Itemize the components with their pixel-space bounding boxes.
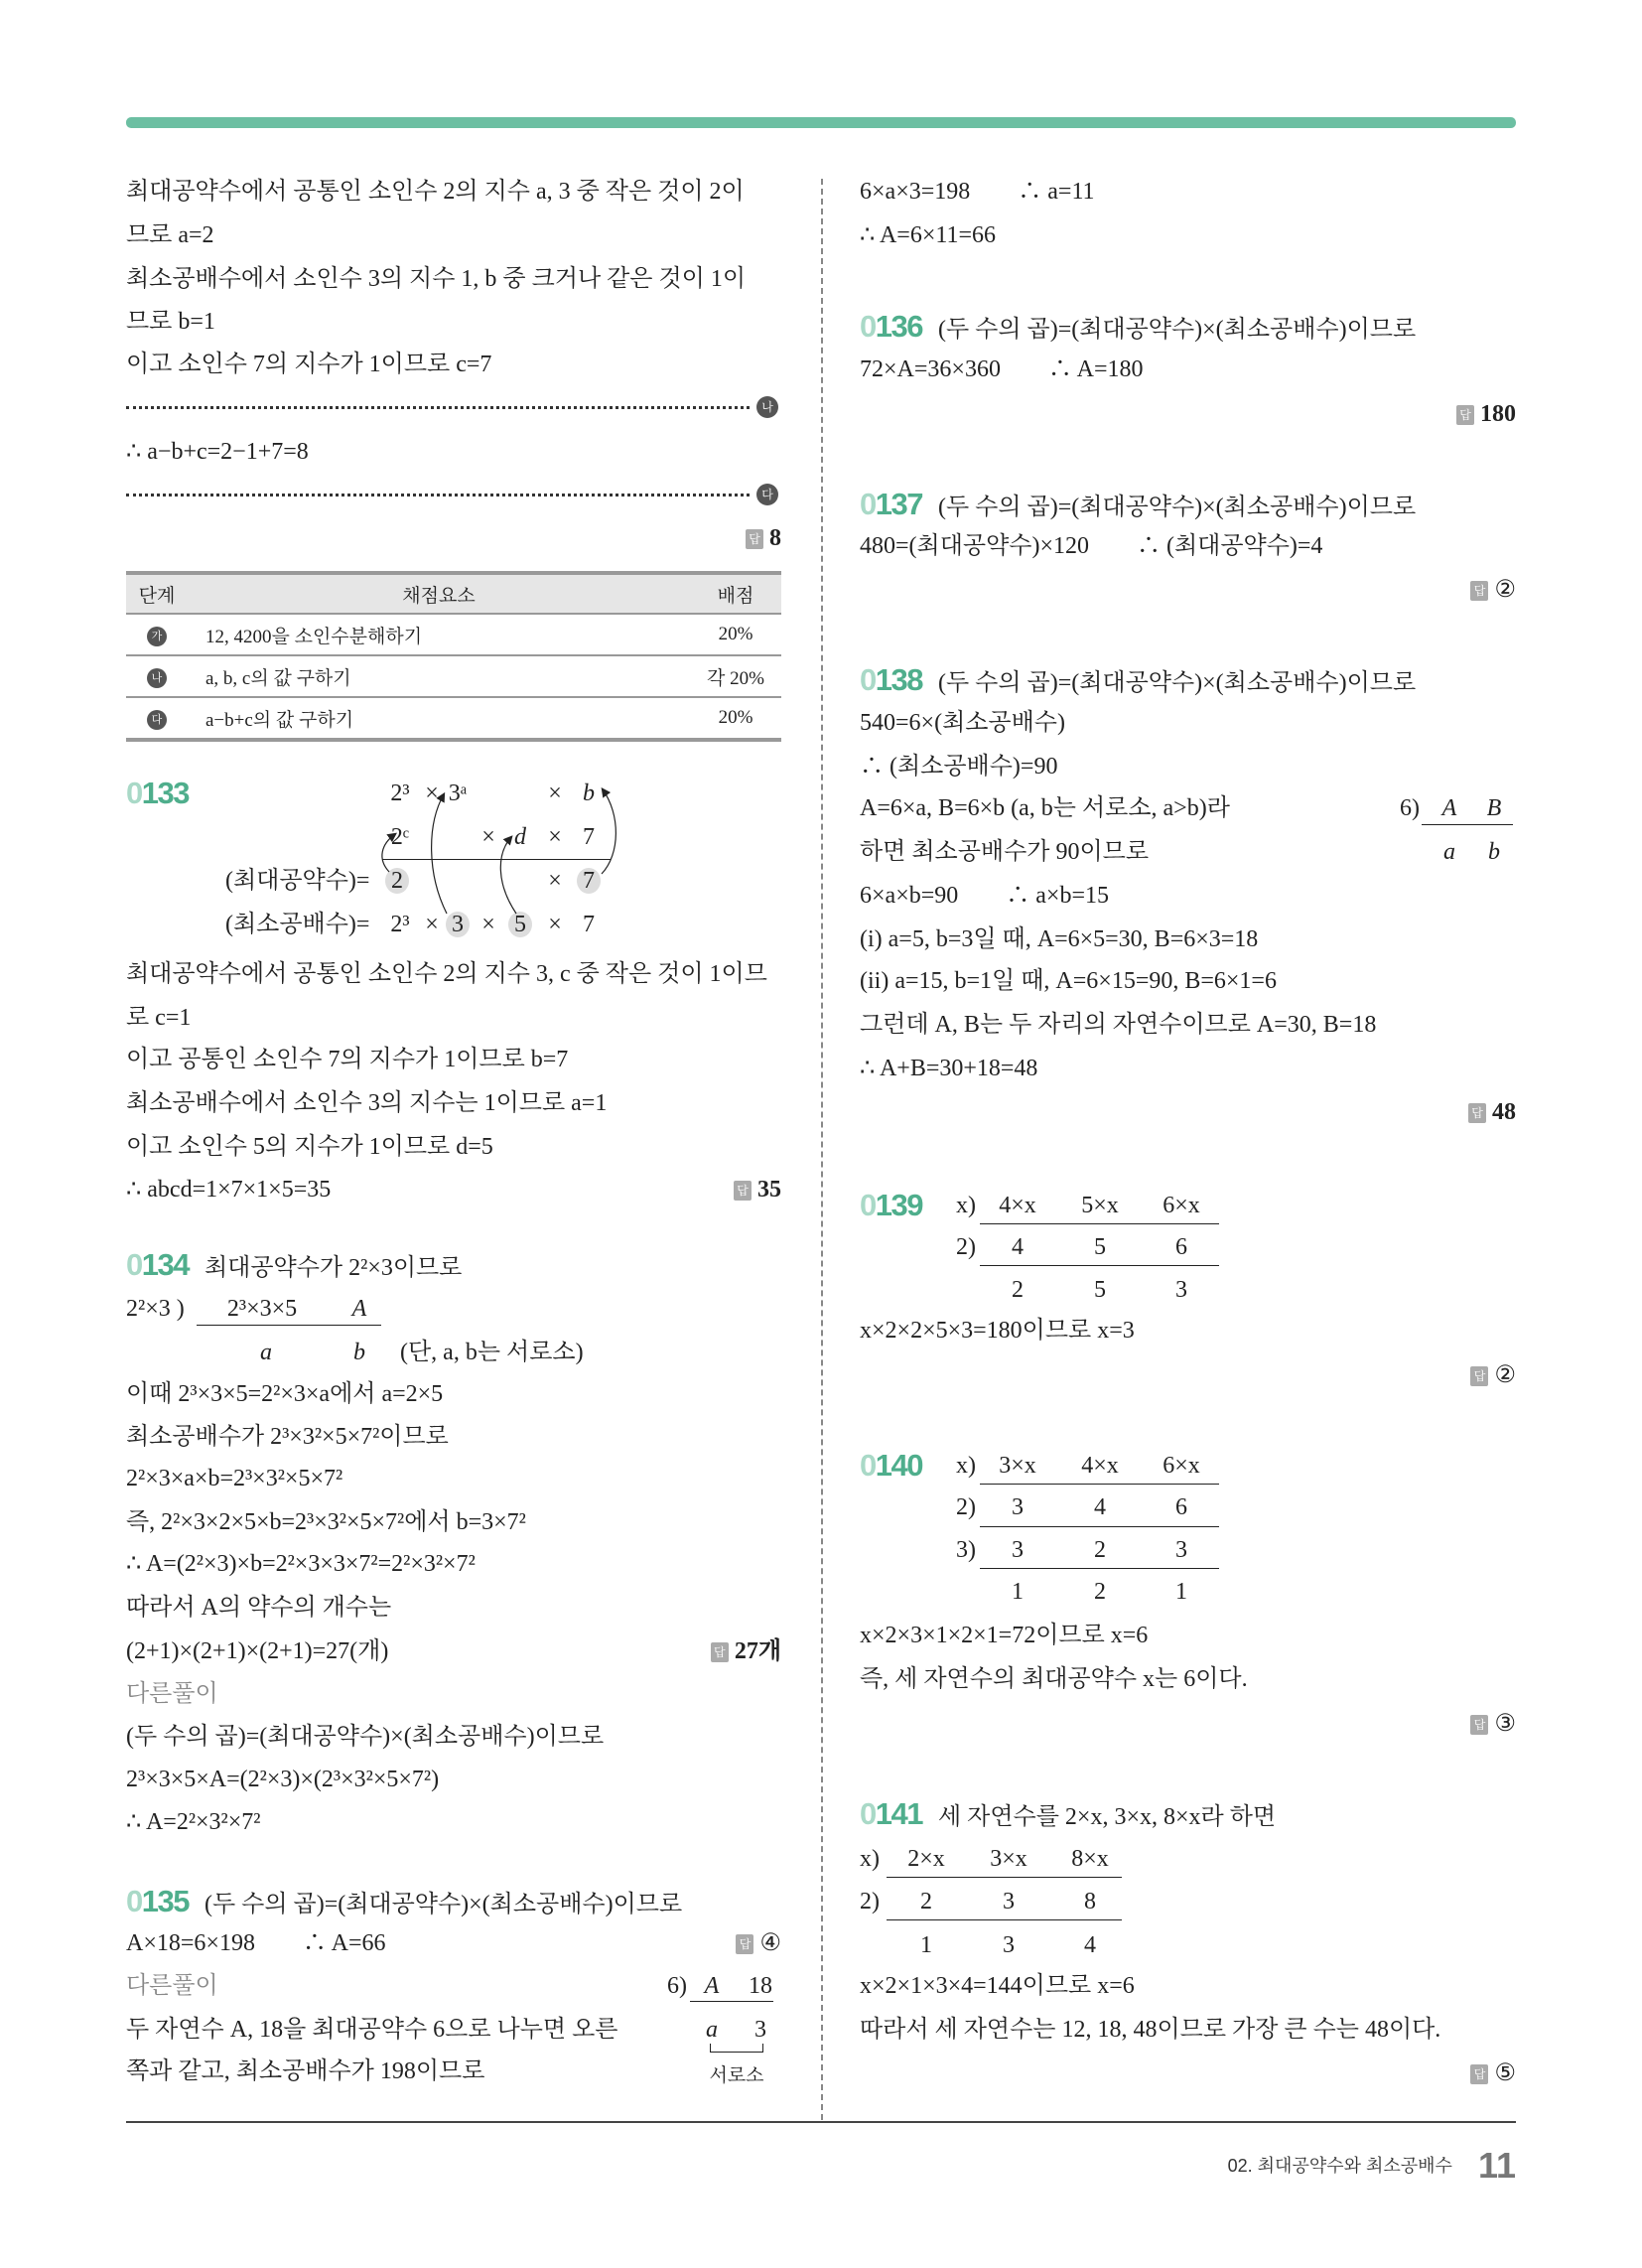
text-line: 6×a×3=198 ∴ a=11 bbox=[860, 179, 1095, 205]
text-line: 이때 2³×3×5=2²×3×a에서 a=2×5 bbox=[126, 1381, 444, 1407]
text-line: ∴ A=2²×3²×7² bbox=[126, 1809, 261, 1835]
text-line: x×2×1×3×4=144이므로 x=6 bbox=[860, 1973, 1135, 1999]
ladder-value: 5×x bbox=[1081, 1193, 1119, 1218]
step-marker: 나 bbox=[147, 668, 167, 688]
alt-solution-label: 다른풀이 bbox=[126, 1680, 218, 1707]
ladder-value: 4 bbox=[1012, 1234, 1024, 1260]
times: × bbox=[548, 780, 562, 806]
answer-icon: 답 bbox=[746, 529, 763, 549]
ladder-rule bbox=[197, 1325, 381, 1326]
factor: 3ᵃ bbox=[448, 780, 468, 806]
factor: 7 bbox=[583, 912, 595, 937]
times: × bbox=[548, 868, 562, 894]
ladder-note: (단, a, b는 서로소) bbox=[400, 1340, 584, 1365]
ladder-divisor: 2) bbox=[860, 1889, 880, 1914]
answer-icon: 답 bbox=[1470, 1366, 1488, 1386]
text-line: A=6×a, B=6×b (a, b는 서로소, a>b)라 bbox=[860, 795, 1230, 821]
header-score: 배점 bbox=[690, 573, 781, 614]
text-line: ∴ A=(2²×3)×b=2²×3×3×7²=2²×3²×7² bbox=[126, 1551, 476, 1577]
ladder-value: 2 bbox=[1094, 1537, 1106, 1563]
ladder-divisor: x) bbox=[860, 1846, 880, 1872]
text-line: 그런데 A, B는 두 자리의 자연수이므로 A=30, B=18 bbox=[860, 1012, 1377, 1038]
problem-number: 0133 bbox=[126, 776, 189, 810]
ladder-value: 4×x bbox=[999, 1193, 1036, 1218]
text-line: 540=6×(최소공배수) bbox=[860, 710, 1065, 736]
answer bbox=[736, 1921, 781, 1965]
coprime-bracket bbox=[710, 2044, 763, 2053]
answer-value: ③ bbox=[1494, 1711, 1516, 1737]
text-line: 이고 소인수 5의 지수가 1이므로 d=5 bbox=[126, 1134, 493, 1160]
ladder-value: 5 bbox=[1094, 1234, 1106, 1260]
answer-value: 27개 bbox=[734, 1638, 781, 1664]
page-footer bbox=[1228, 2145, 1516, 2187]
ladder-value: 6×x bbox=[1163, 1453, 1200, 1479]
text-line: (2+1)×(2+1)×(2+1)=27(개) bbox=[126, 1638, 389, 1664]
answer-icon: 답 bbox=[711, 1642, 729, 1662]
grade-item: 12, 4200을 소인수분해하기 bbox=[188, 614, 690, 655]
ladder-divisor: x) bbox=[956, 1453, 976, 1479]
ladder-value: 2 bbox=[1012, 1277, 1024, 1303]
answer-value: ⑤ bbox=[1494, 2060, 1516, 2086]
ladder-divisor: 6) bbox=[667, 1973, 687, 1999]
text-line: 480=(최대공약수)×120 ∴ (최대공약수)=4 bbox=[860, 533, 1323, 559]
problem-intro: 최대공약수가 2²×3이므로 bbox=[204, 1255, 463, 1281]
text-line: A×18=6×198 ∴ A=66 bbox=[126, 1930, 386, 1956]
problem-number: 0140 bbox=[860, 1448, 922, 1483]
ladder-value: 1 bbox=[920, 1932, 932, 1958]
text-line: 두 자연수 A, 18을 최대공약수 6으로 나누면 오른 bbox=[126, 2017, 618, 2043]
answer-icon: 답 bbox=[736, 1934, 753, 1954]
alt-solution-label: 다른풀이 bbox=[126, 1972, 218, 1999]
ladder-rule bbox=[980, 1526, 1219, 1527]
chapter-title: 02. 최대공약수와 최소공배수 bbox=[1227, 2156, 1452, 2176]
highlight: 3 bbox=[446, 912, 470, 937]
text-line: 로 c=1 bbox=[126, 1005, 192, 1031]
answer bbox=[1470, 1353, 1516, 1397]
answer-value: ② bbox=[1494, 1362, 1516, 1388]
factor: 2³ bbox=[390, 780, 410, 806]
factor: d bbox=[514, 824, 526, 850]
text-line: ∴ A+B=30+18=48 bbox=[860, 1056, 1038, 1081]
times: × bbox=[481, 912, 495, 937]
ladder-rule bbox=[887, 1919, 1122, 1920]
text-line: ∴ (최소공배수)=90 bbox=[860, 754, 1058, 780]
text-line: 72×A=36×360 ∴ A=180 bbox=[860, 356, 1144, 382]
ladder-value: 3 bbox=[1003, 1889, 1015, 1914]
answer bbox=[1470, 1702, 1516, 1746]
answer-value: 48 bbox=[1492, 1099, 1516, 1125]
problem-intro: (두 수의 곱)=(최대공약수)×(최소공배수)이므로 bbox=[204, 1892, 683, 1917]
ladder-rule bbox=[980, 1568, 1219, 1569]
step-marker-na: 나 bbox=[756, 396, 778, 418]
text-line: 최대공약수에서 공통인 소인수 2의 지수 a, 3 중 작은 것이 2이 bbox=[126, 179, 745, 205]
factor: 7 bbox=[583, 824, 595, 850]
text-line: 2²×3×a×b=2³×3²×5×7² bbox=[126, 1466, 343, 1491]
ladder-value: 6 bbox=[1175, 1494, 1187, 1520]
text-line: 최소공배수에서 소인수 3의 지수는 1이므로 a=1 bbox=[126, 1090, 608, 1116]
text-line: 하면 최소공배수가 90이므로 bbox=[860, 839, 1150, 865]
ladder-value: 18 bbox=[749, 1973, 772, 1999]
answer-icon: 답 bbox=[1456, 405, 1474, 425]
ladder-value: 1 bbox=[1012, 1579, 1024, 1605]
ladder-value: 4 bbox=[1084, 1932, 1096, 1958]
ladder-value: A bbox=[1441, 795, 1457, 821]
highlight: 2 bbox=[385, 868, 409, 894]
answer-value: 35 bbox=[757, 1177, 781, 1203]
text-line: 6×a×b=90 ∴ a×b=15 bbox=[860, 883, 1109, 909]
text-line: 따라서 세 자연수는 12, 18, 48이므로 가장 큰 수는 48이다. bbox=[860, 2017, 1441, 2043]
problem-number: 0139 bbox=[860, 1188, 922, 1222]
text-line: 쪽과 같고, 최소공배수가 198이므로 bbox=[126, 2058, 485, 2084]
ladder-divisor: x) bbox=[956, 1193, 976, 1218]
answer bbox=[734, 1168, 781, 1211]
answer bbox=[711, 1630, 781, 1673]
ladder-value: 2³×3×5 bbox=[226, 1296, 298, 1322]
ladder-value: 3 bbox=[1012, 1494, 1024, 1520]
text-line: 최소공배수에서 소인수 3의 지수 1, b 중 크거나 같은 것이 1이 bbox=[126, 266, 747, 292]
text-line: 따라서 A의 약수의 개수는 bbox=[126, 1595, 392, 1621]
answer bbox=[1470, 568, 1516, 612]
ladder-value: a bbox=[1443, 839, 1455, 865]
footer-rule bbox=[126, 2121, 1516, 2123]
ladder-divisor: 6) bbox=[1400, 795, 1420, 821]
ladder-value: A bbox=[704, 1973, 720, 1999]
answer-icon: 답 bbox=[1468, 1103, 1486, 1123]
grade-score: 20% bbox=[690, 614, 781, 655]
ladder-divisor: 2) bbox=[956, 1234, 976, 1260]
header-item: 채점요소 bbox=[188, 573, 690, 614]
text-line: 즉, 세 자연수의 최대공약수 x는 6이다. bbox=[860, 1666, 1248, 1692]
ladder-divisor: 2) bbox=[956, 1494, 976, 1520]
header-step: 단계 bbox=[126, 573, 188, 614]
text-line: ∴ A=6×11=66 bbox=[860, 222, 996, 248]
lcm-label: (최소공배수)= bbox=[225, 912, 370, 937]
times: × bbox=[548, 912, 562, 937]
ladder-value: 3 bbox=[1175, 1277, 1187, 1303]
ladder-value: 5 bbox=[1094, 1277, 1106, 1303]
answer-icon: 답 bbox=[1470, 581, 1488, 601]
ladder-value: A bbox=[351, 1296, 367, 1322]
problem-number: 0134 bbox=[126, 1247, 189, 1282]
ladder-rule bbox=[980, 1484, 1219, 1485]
ladder-value: 8×x bbox=[1071, 1846, 1109, 1872]
highlight: 5 bbox=[508, 912, 532, 937]
ladder-value: 3×x bbox=[990, 1846, 1027, 1872]
gcd-label: (최대공약수)= bbox=[225, 868, 370, 894]
answer bbox=[1470, 2052, 1516, 2095]
ladder-value: 4 bbox=[1094, 1494, 1106, 1520]
problem-number: 0137 bbox=[860, 487, 922, 521]
ladder-value: 8 bbox=[1084, 1889, 1096, 1914]
ladder-value: 3 bbox=[754, 2017, 766, 2043]
factor: 2³ bbox=[390, 912, 410, 937]
text-line: (i) a=5, b=3일 때, A=6×5=30, B=6×3=18 bbox=[860, 926, 1259, 952]
highlight: 7 bbox=[577, 868, 601, 894]
text-line: x×2×2×5×3=180이므로 x=3 bbox=[860, 1318, 1135, 1344]
ladder-value: B bbox=[1486, 795, 1502, 821]
problem-number: 0135 bbox=[126, 1884, 189, 1918]
step-marker: 가 bbox=[147, 627, 167, 646]
ladder-value: a bbox=[706, 2017, 718, 2043]
problem-intro: (두 수의 곱)=(최대공약수)×(최소공배수)이므로 bbox=[937, 670, 1417, 696]
factor: b bbox=[583, 780, 595, 806]
ladder-value: 4×x bbox=[1081, 1453, 1119, 1479]
problem-number: 0138 bbox=[860, 662, 922, 697]
ladder-rule bbox=[980, 1223, 1219, 1224]
ladder-divisor: 2²×3 ) bbox=[126, 1296, 185, 1322]
times: × bbox=[425, 912, 439, 937]
ladder-value: b bbox=[353, 1340, 365, 1365]
ladder-value: 1 bbox=[1175, 1579, 1187, 1605]
answer-icon: 답 bbox=[734, 1181, 752, 1201]
text-line: ∴ abcd=1×7×1×5=35 bbox=[126, 1177, 332, 1203]
text-line: 최대공약수에서 공통인 소인수 2의 지수 3, c 중 작은 것이 1이므 bbox=[126, 961, 767, 987]
text-line: 이고 공통인 소인수 7의 지수가 1이므로 b=7 bbox=[126, 1047, 569, 1072]
ladder-value: a bbox=[260, 1340, 272, 1365]
grade-item: a, b, c의 값 구하기 bbox=[188, 655, 690, 697]
times: × bbox=[481, 824, 495, 850]
answer bbox=[1468, 1090, 1516, 1134]
ladder-value: 6 bbox=[1175, 1234, 1187, 1260]
grade-score: 각 20% bbox=[690, 655, 781, 697]
text-line: 2³×3×5×A=(2²×3)×(2³×3²×5×7²) bbox=[126, 1767, 440, 1792]
text-line: 므로 a=2 bbox=[126, 222, 214, 248]
text-line: 즉, 2²×3×2×5×b=2³×3²×5×7²에서 b=3×7² bbox=[126, 1509, 526, 1535]
answer-value: 8 bbox=[769, 525, 781, 551]
ladder-value: 3 bbox=[1175, 1537, 1187, 1563]
problem-intro: (두 수의 곱)=(최대공약수)×(최소공배수)이므로 bbox=[937, 317, 1417, 343]
coprime-label: 서로소 bbox=[709, 2065, 764, 2086]
page-number: 11 bbox=[1477, 2145, 1516, 2186]
answer-icon: 답 bbox=[1470, 1715, 1488, 1735]
text-line: 최소공배수가 2³×3²×5×7²이므로 bbox=[126, 1424, 449, 1450]
step-marker-da: 다 bbox=[756, 484, 778, 505]
answer-icon: 답 bbox=[1470, 2064, 1488, 2084]
text-line: x×2×3×1×2×1=72이므로 x=6 bbox=[860, 1623, 1149, 1648]
problem-intro: (두 수의 곱)=(최대공약수)×(최소공배수)이므로 bbox=[937, 495, 1417, 520]
conclusion-line: ∴ a−b+c=2−1+7=8 bbox=[126, 439, 309, 465]
factor: 2ᶜ bbox=[390, 824, 410, 850]
ladder-rule bbox=[980, 1265, 1219, 1266]
problem-number: 0136 bbox=[860, 309, 922, 344]
grade-item: a−b+c의 값 구하기 bbox=[188, 697, 690, 740]
ladder-rule bbox=[887, 1877, 1122, 1878]
text-line: (두 수의 곱)=(최대공약수)×(최소공배수)이므로 bbox=[126, 1724, 605, 1750]
text-line: 므로 b=1 bbox=[126, 309, 215, 335]
ladder-value: 2×x bbox=[907, 1846, 945, 1872]
answer bbox=[1456, 392, 1516, 436]
ladder-value: b bbox=[1488, 839, 1500, 865]
ladder-rule bbox=[690, 2001, 773, 2002]
grade-score: 20% bbox=[690, 697, 781, 740]
step-marker: 다 bbox=[147, 710, 167, 730]
times: × bbox=[425, 780, 439, 806]
ladder-divisor: 3) bbox=[956, 1537, 976, 1563]
problem-intro: 세 자연수를 2×x, 3×x, 8×x라 하면 bbox=[937, 1804, 1277, 1830]
ladder-value: 6×x bbox=[1163, 1193, 1200, 1218]
answer-value: 180 bbox=[1480, 401, 1516, 427]
text-line: 이고 소인수 7의 지수가 1이므로 c=7 bbox=[126, 352, 492, 377]
ladder-value: 3×x bbox=[999, 1453, 1036, 1479]
ladder-value: 3 bbox=[1012, 1537, 1024, 1563]
ladder-value: 2 bbox=[1094, 1579, 1106, 1605]
ladder-value: 3 bbox=[1003, 1932, 1015, 1958]
problem-number: 0141 bbox=[860, 1796, 922, 1831]
ladder-rule bbox=[1422, 824, 1513, 825]
answer-value: ④ bbox=[759, 1930, 781, 1956]
answer-value: ② bbox=[1494, 577, 1516, 603]
ladder-value: 2 bbox=[920, 1889, 932, 1914]
text-line: (ii) a=15, b=1일 때, A=6×15=90, B=6×1=6 bbox=[860, 968, 1277, 994]
times: × bbox=[548, 824, 562, 850]
